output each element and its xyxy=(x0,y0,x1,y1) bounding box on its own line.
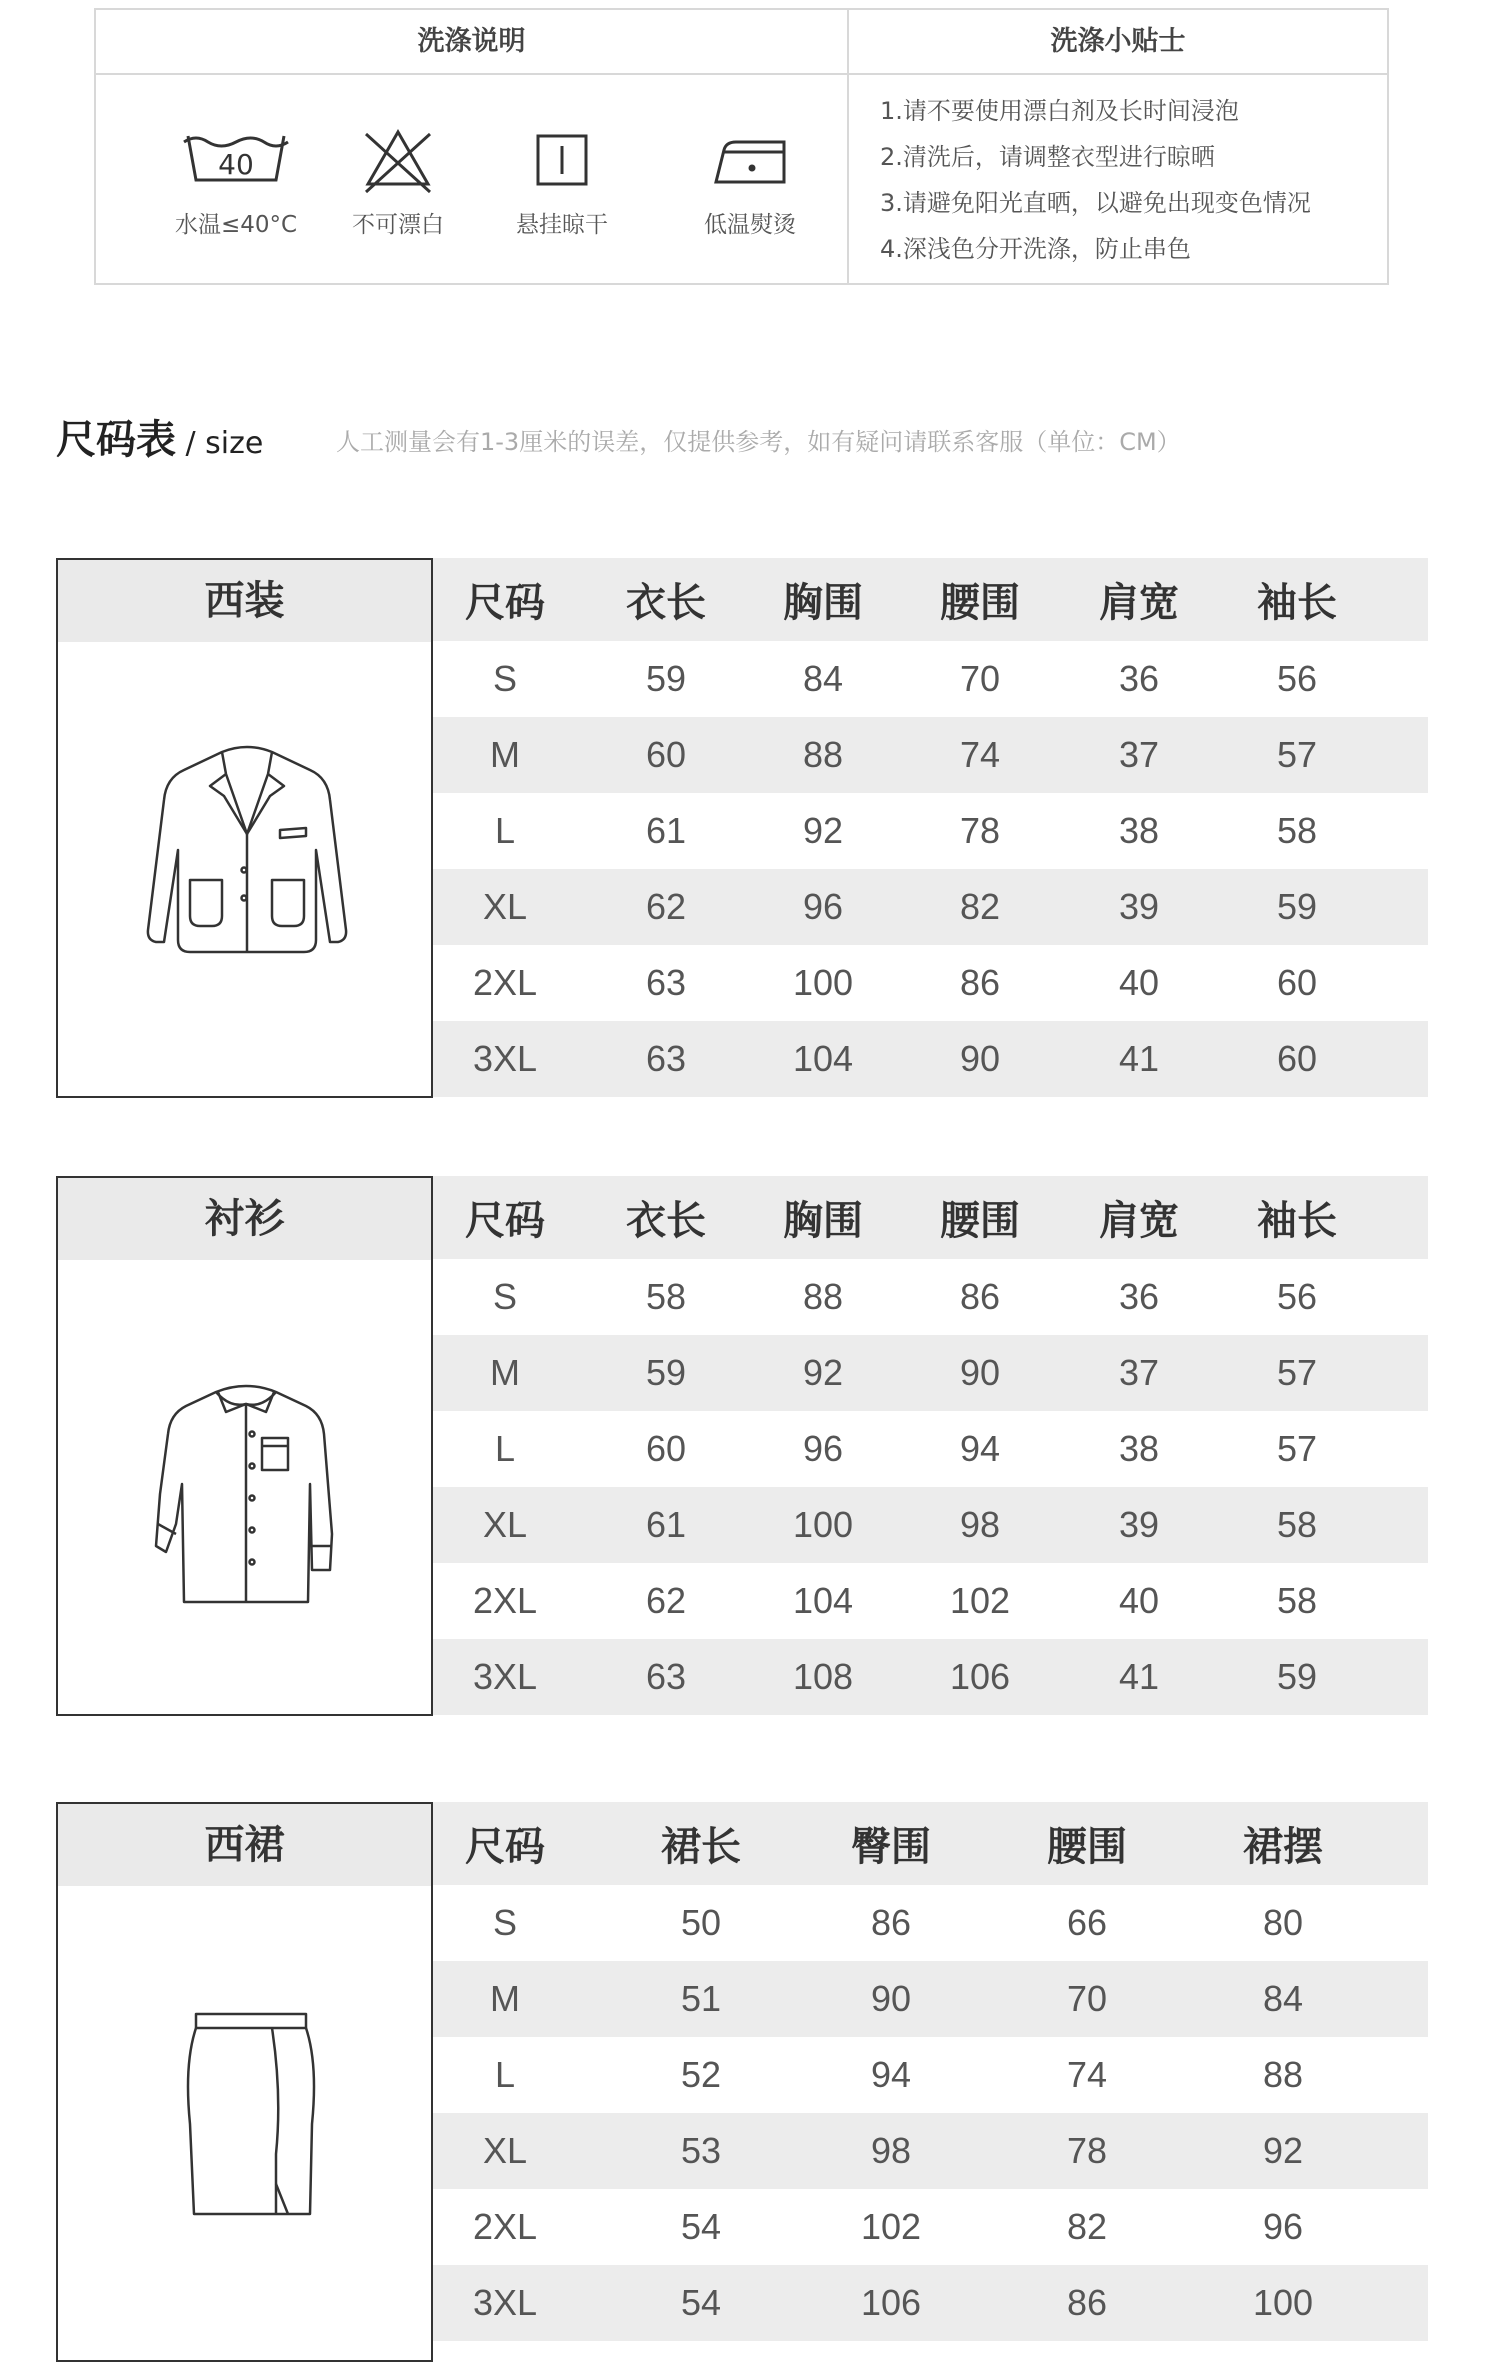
table-cell: 78 xyxy=(959,810,1001,851)
shirt-icon xyxy=(146,1374,346,1614)
table-row xyxy=(433,1411,1428,1487)
table-header-row xyxy=(433,1176,1428,1259)
table-row xyxy=(433,793,1428,869)
table-header-cell: 衣长 xyxy=(626,1198,706,1244)
garment-name: 衬衫 xyxy=(58,1178,431,1260)
table-row xyxy=(433,2189,1428,2265)
table-row xyxy=(433,869,1428,945)
table-cell: 90 xyxy=(870,1978,912,2019)
table-cell: 106 xyxy=(860,2282,922,2323)
table-header-cell: 尺码 xyxy=(465,580,545,626)
hang-dry-label: 悬挂晾干 xyxy=(516,212,608,238)
table-header-row xyxy=(433,558,1428,641)
table-row xyxy=(433,1487,1428,1563)
table-cell: 92 xyxy=(802,1352,844,1393)
table-cell: 60 xyxy=(645,734,687,775)
table-cell: 80 xyxy=(1262,1902,1304,1943)
table-cell: 52 xyxy=(680,2054,722,2095)
table-row xyxy=(433,2037,1428,2113)
table-cell: 3XL xyxy=(472,2282,538,2323)
table-cell: 54 xyxy=(680,2282,722,2323)
table-cell: 2XL xyxy=(472,1580,538,1621)
table-header-cell: 袖长 xyxy=(1257,580,1337,626)
table-cell: 36 xyxy=(1118,1276,1160,1317)
table-cell: 86 xyxy=(870,1902,912,1943)
table-cell: 38 xyxy=(1118,1428,1160,1469)
table-cell: 37 xyxy=(1118,1352,1160,1393)
table-cell: 56 xyxy=(1276,658,1318,699)
table-row xyxy=(433,641,1428,717)
table-header-cell: 胸围 xyxy=(783,1198,863,1244)
table-cell: 104 xyxy=(792,1038,854,1079)
table-cell: 59 xyxy=(1276,886,1318,927)
table-cell: 59 xyxy=(1276,1656,1318,1697)
table-header-cell: 胸围 xyxy=(783,580,863,626)
table-cell: 102 xyxy=(860,2206,922,2247)
size-chart-title: 尺码表 xyxy=(56,417,176,463)
table-cell: 94 xyxy=(870,2054,912,2095)
table-cell: 39 xyxy=(1118,886,1160,927)
garment-image-box xyxy=(56,1176,433,1716)
table-cell: 41 xyxy=(1118,1038,1160,1079)
table-header-cell: 衣长 xyxy=(626,580,706,626)
tip-item: 3.请避免阳光直晒，以避免出现变色情况 xyxy=(880,189,1311,217)
table-cell: 92 xyxy=(802,810,844,851)
table-cell: 70 xyxy=(1066,1978,1108,2019)
table-cell: 86 xyxy=(959,1276,1001,1317)
table-cell: 59 xyxy=(645,1352,687,1393)
garment-image-box xyxy=(56,1802,433,2362)
table-header-cell: 腰围 xyxy=(940,1198,1020,1244)
table-cell: M xyxy=(490,1978,520,2019)
suit-jacket-icon xyxy=(140,730,354,970)
table-cell: 3XL xyxy=(472,1038,538,1079)
table-cell: 86 xyxy=(959,962,1001,1003)
table-cell: 100 xyxy=(792,962,854,1003)
table-header-row xyxy=(433,1802,1428,1885)
table-cell: 63 xyxy=(645,962,687,1003)
no-bleach-label: 不可漂白 xyxy=(352,212,444,238)
care-instructions xyxy=(94,8,1389,285)
table-cell: 40 xyxy=(1118,1580,1160,1621)
tip-item: 2.清洗后，请调整衣型进行晾晒 xyxy=(880,143,1215,171)
table-cell: M xyxy=(490,734,520,775)
low-iron-icon xyxy=(680,122,820,202)
table-cell: 50 xyxy=(680,1902,722,1943)
table-cell: 58 xyxy=(1276,1504,1318,1545)
table-cell: 51 xyxy=(680,1978,722,2019)
table-cell: 39 xyxy=(1118,1504,1160,1545)
table-cell: 40 xyxy=(1118,962,1160,1003)
size-table xyxy=(433,1802,1428,2341)
table-header-cell: 腰围 xyxy=(940,580,1020,626)
size-table-skirt xyxy=(56,1802,1428,2342)
size-table-suit xyxy=(56,558,1428,1098)
table-cell: 62 xyxy=(645,886,687,927)
table-row xyxy=(433,1639,1428,1715)
care-title: 洗涤说明 xyxy=(417,26,526,57)
table-cell: 96 xyxy=(1262,2206,1304,2247)
table-cell: 58 xyxy=(1276,810,1318,851)
table-header-cell: 尺码 xyxy=(465,1198,545,1244)
table-cell: 63 xyxy=(645,1656,687,1697)
table-cell: 57 xyxy=(1276,1428,1318,1469)
table-cell: 41 xyxy=(1118,1656,1160,1697)
table-cell: 96 xyxy=(802,1428,844,1469)
table-cell: XL xyxy=(482,2130,528,2171)
garment-name: 西裙 xyxy=(58,1804,431,1886)
skirt-icon xyxy=(176,2004,326,2224)
size-table xyxy=(433,558,1428,1097)
no-bleach-icon xyxy=(328,122,468,202)
table-row xyxy=(433,2265,1428,2341)
table-cell: 53 xyxy=(680,2130,722,2171)
wash-40-label: 水温≤40°C xyxy=(174,212,298,238)
table-cell: 108 xyxy=(792,1656,854,1697)
low-iron-label: 低温熨烫 xyxy=(704,212,796,238)
table-row xyxy=(433,1961,1428,2037)
table-header-cell: 尺码 xyxy=(465,1824,545,1870)
table-header-cell: 腰围 xyxy=(1047,1824,1127,1870)
size-chart-subtitle: / size xyxy=(176,426,264,461)
table-cell: 100 xyxy=(792,1504,854,1545)
table-cell: 104 xyxy=(792,1580,854,1621)
table-cell: 100 xyxy=(1252,2282,1314,2323)
table-cell: 60 xyxy=(1276,1038,1318,1079)
table-row xyxy=(433,1021,1428,1097)
table-cell: 61 xyxy=(645,810,687,851)
table-row xyxy=(433,1259,1428,1335)
garment-image-box xyxy=(56,558,433,1098)
table-cell: 92 xyxy=(1262,2130,1304,2171)
care-tips xyxy=(880,88,1311,272)
table-cell: 60 xyxy=(1276,962,1318,1003)
table-row xyxy=(433,945,1428,1021)
size-table xyxy=(433,1176,1428,1715)
table-cell: 3XL xyxy=(472,1656,538,1697)
table-cell: 88 xyxy=(802,1276,844,1317)
table-header-cell: 袖长 xyxy=(1257,1198,1337,1244)
table-cell: XL xyxy=(482,886,528,927)
tip-item: 1.请不要使用漂白剂及长时间浸泡 xyxy=(880,97,1239,125)
table-cell: 98 xyxy=(959,1504,1001,1545)
table-header-cell: 肩宽 xyxy=(1099,580,1179,626)
table-cell: 70 xyxy=(959,658,1001,699)
table-cell: 84 xyxy=(1262,1978,1304,2019)
table-cell: 78 xyxy=(1066,2130,1108,2171)
table-cell: 63 xyxy=(645,1038,687,1079)
size-table-shirt xyxy=(56,1176,1428,1716)
table-row xyxy=(433,717,1428,793)
garment-name: 西装 xyxy=(58,560,431,642)
table-cell: 96 xyxy=(802,886,844,927)
table-cell: 58 xyxy=(645,1276,687,1317)
table-cell: 88 xyxy=(1262,2054,1304,2095)
table-row xyxy=(433,1335,1428,1411)
table-cell: 98 xyxy=(870,2130,912,2171)
table-cell: L xyxy=(494,1428,516,1469)
table-row xyxy=(433,1563,1428,1639)
table-cell: S xyxy=(492,1902,517,1943)
table-cell: L xyxy=(494,810,516,851)
table-cell: L xyxy=(494,2054,516,2095)
tip-item: 4.深浅色分开洗涤，防止串色 xyxy=(880,235,1191,263)
table-cell: 82 xyxy=(959,886,1001,927)
table-cell: 106 xyxy=(949,1656,1011,1697)
table-cell: 57 xyxy=(1276,734,1318,775)
table-header-cell: 臀围 xyxy=(851,1824,931,1870)
table-cell: 88 xyxy=(802,734,844,775)
table-cell: 66 xyxy=(1066,1902,1108,1943)
table-cell: M xyxy=(490,1352,520,1393)
table-header-cell: 肩宽 xyxy=(1099,1198,1179,1244)
table-cell: 60 xyxy=(645,1428,687,1469)
table-cell: 90 xyxy=(959,1352,1001,1393)
size-chart-note: 人工测量会有1-3厘米的误差，仅提供参考，如有疑问请联系客服（单位：CM） xyxy=(336,428,1181,456)
table-row xyxy=(433,1885,1428,1961)
table-cell: 36 xyxy=(1118,658,1160,699)
table-cell: S xyxy=(492,658,517,699)
table-cell: 2XL xyxy=(472,2206,538,2247)
tips-title: 洗涤小贴士 xyxy=(1050,26,1186,57)
table-cell: 94 xyxy=(959,1428,1001,1469)
table-cell: 59 xyxy=(645,658,687,699)
table-cell: 57 xyxy=(1276,1352,1318,1393)
table-cell: 38 xyxy=(1118,810,1160,851)
table-cell: 62 xyxy=(645,1580,687,1621)
table-cell: 102 xyxy=(949,1580,1011,1621)
table-cell: S xyxy=(492,1276,517,1317)
table-cell: 84 xyxy=(802,658,844,699)
table-cell: XL xyxy=(482,1504,528,1545)
table-row xyxy=(433,2113,1428,2189)
hang-dry-icon xyxy=(492,122,632,202)
table-cell: 90 xyxy=(959,1038,1001,1079)
table-cell: 2XL xyxy=(472,962,538,1003)
table-header-cell: 裙长 xyxy=(661,1824,741,1870)
table-cell: 74 xyxy=(1066,2054,1108,2095)
table-cell: 82 xyxy=(1066,2206,1108,2247)
table-header-cell: 裙摆 xyxy=(1243,1824,1323,1870)
table-cell: 58 xyxy=(1276,1580,1318,1621)
table-cell: 37 xyxy=(1118,734,1160,775)
table-cell: 54 xyxy=(680,2206,722,2247)
table-cell: 56 xyxy=(1276,1276,1318,1317)
table-cell: 86 xyxy=(1066,2282,1108,2323)
table-cell: 74 xyxy=(959,734,1001,775)
wash-temp-number: 40 xyxy=(218,148,254,181)
wash-40-icon xyxy=(166,122,306,202)
table-cell: 61 xyxy=(645,1504,687,1545)
